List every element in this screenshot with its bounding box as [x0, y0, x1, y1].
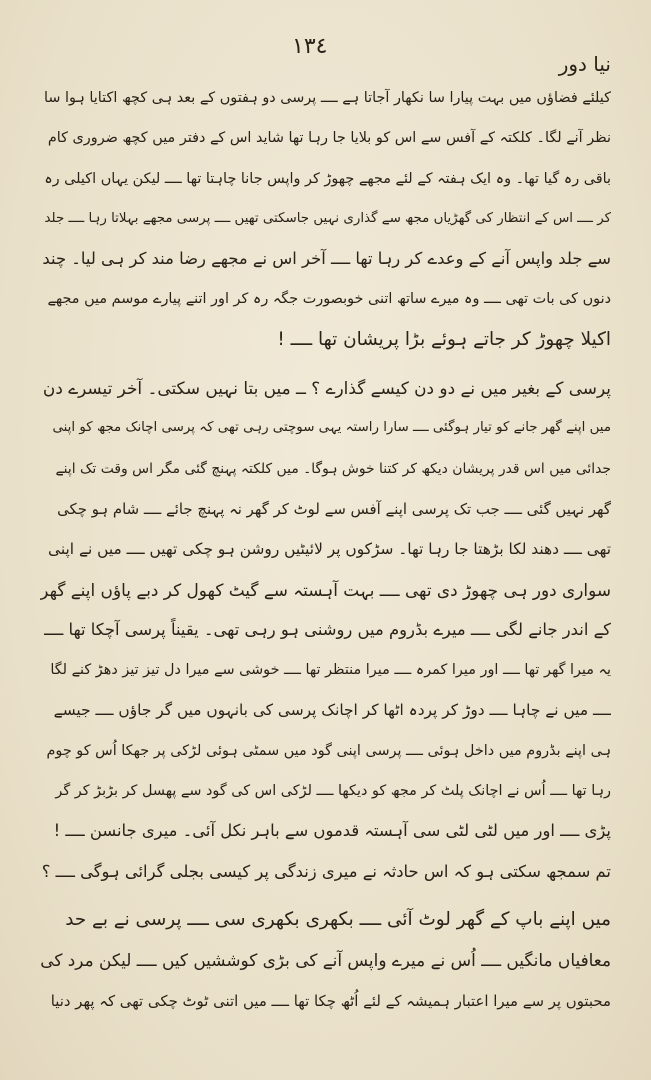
text-line: رہا تھا ــــ اُس نے اچانک پلٹ کر مجھ کو دیکھا ــــ لڑکی اس کی گود سے پھسل کر بڑبڑ کر گر [55, 783, 611, 800]
page-number: ١٣٤ [292, 34, 328, 59]
text-line: یہ میرا گھر تھا ــــ اور میرا کمرہ ــــ میرا منتظر تھا ــــ خوشی سے میرا دل تیز تیز دھڑ کنے لگا [50, 662, 611, 679]
text-line: ہی اپنے بڈروم میں داخل ہوئی ــــ پرسی اپنی گود میں سمٹی ہوئی لڑکی پر جھکا اُس کو چوم [46, 742, 611, 759]
text-line: میں اپنے گھر جانے کو تیار ہوگئی ــــ سارا راستہ یہی سوچتی رہی تھی کہ پرسی اچانک مجھ کو اپنی [52, 420, 611, 436]
paragraph [40, 78, 611, 360]
text-line: اکیلا چھوڑ کر جاتے ہوئے بڑا پریشان تھا ــــ ! [277, 328, 611, 350]
text-line: ــــ میں نے چاہا ــــ دوڑ کر پردہ اٹھا کر اچانک پرسی کی بانہوں میں گر جاؤں ــــ جیسے [53, 701, 611, 720]
text-line: کے اندر جانے لگی ــــ میرے بڈروم میں روشنی ہو رہی تھی۔ یقیناً پرسی آچکا تھا ــــ [44, 619, 611, 639]
text-line: سواری دور ہی چھوڑ دی تھی ــــ بہت آہستہ سے گیٹ کھول کر دبے پاؤں اپنے گھر [40, 579, 611, 600]
paragraph [40, 368, 611, 892]
text-line: میں اپنے باپ کے گھر لوٹ آئی ــــ بکھری بکھری سی ــــ پرسی نے بے حد [65, 908, 611, 930]
text-line: کیلئے فضاؤں میں بہت پیارا سا نکھار آجاتا ہے ــــ پرسی دو ہفتوں کے بعد ہی کچھ اکتایا ہوا سا [43, 90, 611, 106]
text-line: نظر آنے لگا۔ کلکتہ کے آفس سے اس کو بلایا جا رہا تھا شاید اس کے دفتر میں کچھ ضروری کام [47, 130, 611, 147]
magazine-title: نیا دور [558, 52, 611, 76]
paragraph [40, 900, 611, 1021]
text-line: معافیاں مانگیں ــــ اُس نے میرے واپس آنے کی بڑی کوششیں کیں ــــ لیکن مرد کی [40, 950, 611, 971]
text-line: دنوں کی بات تھی ــــ وہ میرے ساتھ اتنی خوبصورت جگہ رہ کر اور اتنے پیارے موسم میں مجھے [47, 291, 611, 308]
page-header [0, 30, 651, 80]
text-line: تم سمجھ سکتی ہو کہ اس حادثہ نے میری زندگی پر کیسی بجلی گرائی ہوگی ــــ ؟ [41, 861, 611, 881]
text-line: پرسی کے بغیر میں نے دو دن کیسے گذارے ؟ ــ میں بتا نہیں سکتی۔ آخر تیسرے دن [42, 378, 611, 399]
text-line: پڑی ــــ اور میں لٹی لٹی سی آہستہ قدموں سے باہر نکل آئی۔ میری جانسن ــــ ! [53, 821, 611, 841]
text-line: سے جلد واپس آنے کے وعدے کر رہا تھا ــــ آخر اس نے مجھے رضا مند کر ہی لیا۔ چند [42, 249, 611, 269]
text-line: گھر نہیں گئی ــــ جب تک پرسی اپنے آفس سے لوٹ کر گھر نہ پہنچ جائے ــــ شام ہو چکی [57, 499, 611, 518]
text-line: محبتوں پر سے میرا اعتبار ہمیشہ کے لئے اُٹھ چکا تھا ــــ میں اتنی ٹوٹ چکی تھی کہ پھر دنیا [50, 991, 611, 1010]
body-text [40, 78, 611, 1029]
text-line: تھی ــــ دھند لکا بڑھتا جا رہا تھا۔ سڑکوں پر لائیٹیں روشن ہو چکی تھیں ــــ میں نے اپنی [48, 540, 611, 559]
text-line: باقی رہ گیا تھا۔ وہ ایک ہفتہ کے لئے مجھے چھوڑ کر واپس جانا چاہتا تھا ــــ لیکن یہاں اکیلی رہ [44, 170, 611, 187]
text-line: جدائی میں اس قدر پریشان دیکھ کر کتنا خوش ہوگا۔ میں کلکتہ پہنچ گئی مگر اس وقت تک اپنے [55, 460, 611, 477]
text-line: کر ــــ اس کے انتظار کی گھڑیاں مجھ سے گذاری نہیں جاسکتی تھیں ــــ پرسی مجھے بہلاتا رہا ــــ جلد [44, 210, 611, 226]
